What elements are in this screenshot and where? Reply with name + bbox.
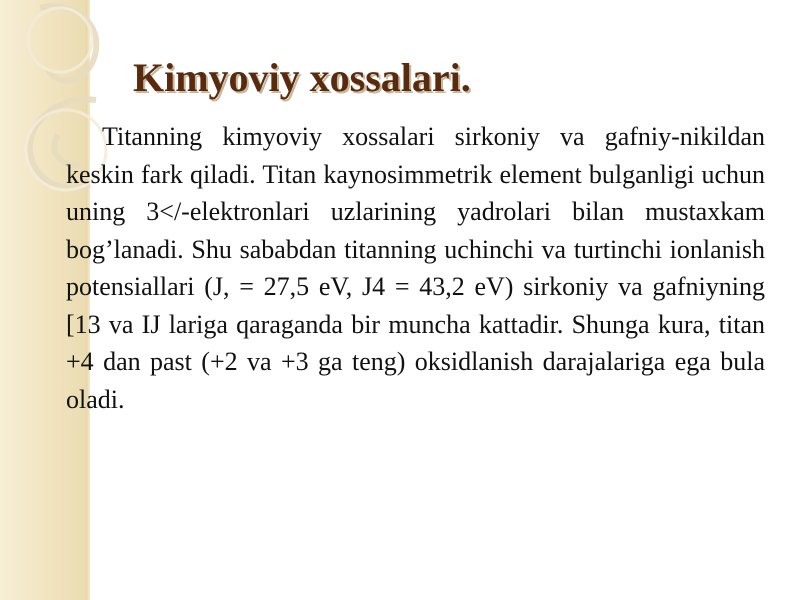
slide-title: Kimyoviy xossalari. <box>133 55 471 100</box>
body-paragraph: Titanning kimyoviy xossalari sirkoniy va gafniy-nikildan keskin fark qiladi. Titan kaynosimmetrik element bulganligi uchun uning 3</-elektronlari uzlarining yadrolari bilan mustaxkam bog’lanadi. Shu sababdan titanning uchinchi va turtinchi ionlanish potensiallari (J, = 27,5 eV, J4 = 43,2 eV) sirkoniy va gafniyning [13 va IJ lariga qaraganda bir muncha kattadir. Shunga kura, titan +4 dan past (+2 va +3 ga teng) oksidlanish darajalariga ega bula oladi. <box>66 122 765 414</box>
